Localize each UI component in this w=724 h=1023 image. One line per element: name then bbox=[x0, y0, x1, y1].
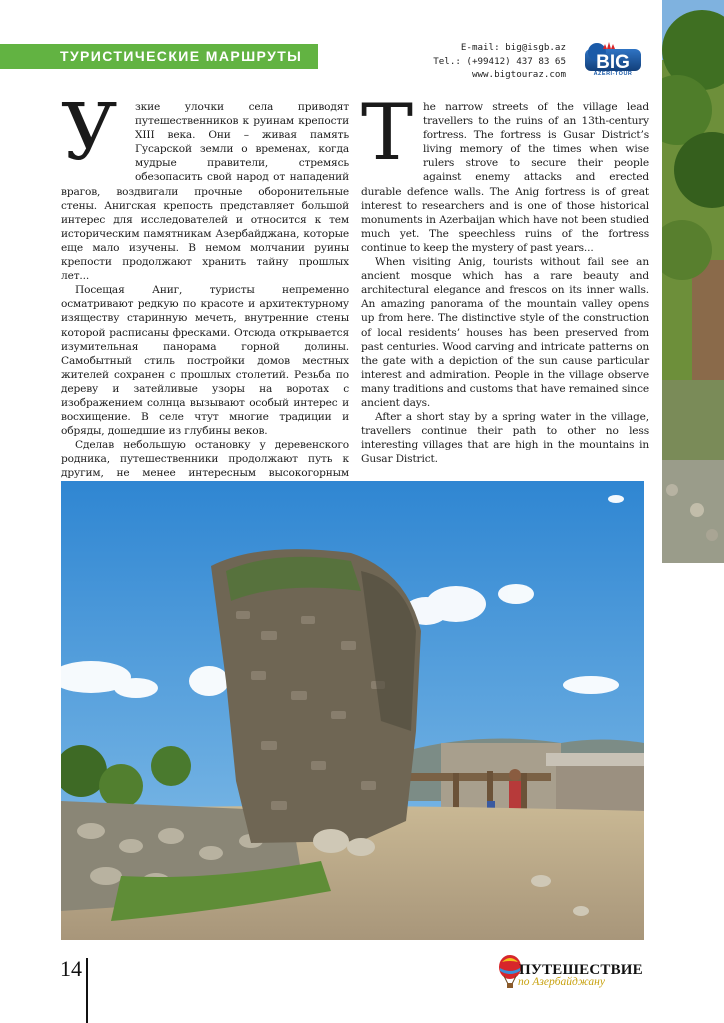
magazine-title: ПУТЕШЕСТВИЕ bbox=[519, 962, 643, 978]
dropcap-russian: У bbox=[61, 88, 118, 178]
section-title: ТУРИСТИЧЕСКИЕ МАРШРУТЫ bbox=[60, 48, 303, 64]
paragraph-en-1: he narrow streets of the village lead travellers to the ruins of an 13th-century fortress. The fortress is Gusar District’s living memory of the times when wise rulers strove to secure their people against enemy attacks and erected durable defence walls. The Anig fortress is of great interest to researchers and is one of those historical monuments in Azerbaijan which have not been studied much yet. The speechless ruins of the fortress continue to keep the mystery of past years... bbox=[361, 101, 649, 254]
contact-phone: Tel.: (+99412) 437 83 65 bbox=[433, 55, 566, 67]
contact-block bbox=[433, 41, 566, 82]
footer-divider bbox=[86, 958, 88, 1023]
paragraph-en-3: After a short stay by a spring water in the village, travellers continue their path to other no less interesting villages that are high in the mountains in Gusar District. bbox=[361, 411, 649, 466]
paragraph-ru-1: зкие улочки села приводят путешественников к руинам крепости XIII века. Они – живая память Гусарской земли о временах, когда мудрые правители, стремясь обезопасить свой народ от нападений врагов, воздвигали прочные оборонительные стены. Анигская крепость представляет большой интерес для исследователей и относится к тем историческим памятникам Азербайджана, которые еще мало изучены. В немом молчании руины крепости продолжают хранить тайну прошлых лет... bbox=[61, 101, 349, 283]
contact-website[interactable]: www.bigtouraz.com bbox=[471, 69, 566, 80]
article-column-russian bbox=[61, 88, 349, 495]
page-number: 14 bbox=[60, 956, 82, 981]
paragraph-ru-3: Сделав небольшую остановку у деревенского родника, путешественники продолжают путь к другим, не менее интересным высокогорным bbox=[61, 439, 349, 480]
logo-subtitle: AZERI-TOUR bbox=[593, 71, 633, 77]
dropcap-english: T bbox=[361, 88, 413, 178]
paragraph-ru-2: Посещая Аниг, туристы непременно осматривают редкую по красоте и архитектурному изяществу старинную мечеть, внутренние стены которой расписаны фресками. Отсюда открывается изумительная панорама горной долины. Самобытный стиль постройки домов местных жителей сохранен с прошлых столетий. Резьба по дереву и затейливые узоры на воротах с изображением солнца вызывают особый интерес и восхищение. В селе чтут многие традиции и обряды, дошедшие из глубины веков. bbox=[61, 284, 349, 438]
article-column-english bbox=[361, 88, 649, 466]
logo-text: BIG bbox=[596, 52, 630, 73]
side-photo-strip bbox=[662, 0, 724, 563]
section-banner bbox=[0, 44, 318, 69]
fortress-ruins-photo bbox=[61, 481, 644, 940]
paragraph-en-2: When visiting Anig, tourists without fail see an ancient mosque which has a rare beauty and architectural elegance and frescos on its inner walls. An amazing panorama of the mountain valley opens up from here. The distinctive style of the construction of local residents’ houses has been preserved from past centuries. Wood carving and intricate patterns on the gate with a depiction of the sun cause particular interest and admiration. People in the village observe many traditions and customs that have remained since ancient days. bbox=[361, 256, 649, 409]
magazine-subtitle: по Азербайджану bbox=[518, 976, 605, 988]
contact-email[interactable]: E-mail: big@isgb.az bbox=[460, 42, 566, 53]
